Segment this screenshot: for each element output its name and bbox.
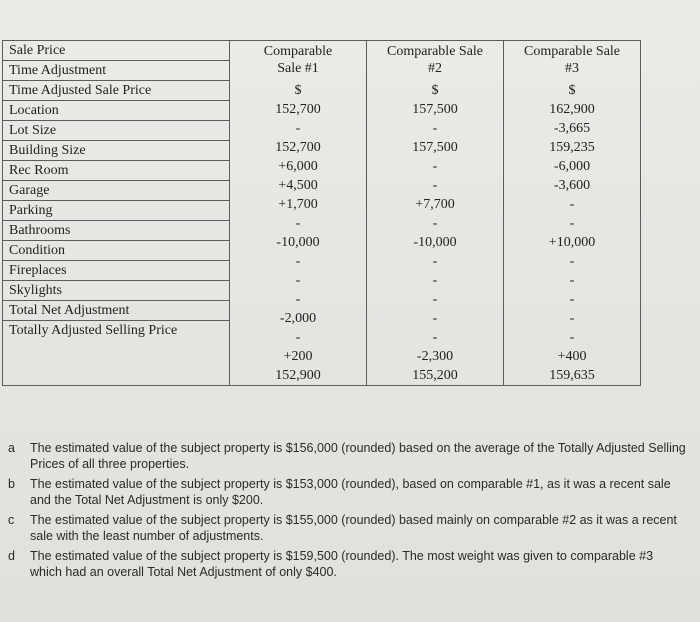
cell-value: 157,500: [412, 140, 458, 155]
cell-value: +1,700: [278, 197, 318, 212]
cell-value: -2,000: [279, 311, 317, 326]
row-label: Lot Size: [3, 121, 229, 141]
row-label: Totally Adjusted Selling Price: [9, 323, 178, 338]
option-text: The estimated value of the subject property is $153,000 (rounded), based on comparable #1, as it was a recent sale and the Total Net Adjustment is only $200.: [30, 477, 671, 507]
row-label: Sale Price: [3, 41, 229, 61]
cell-value: -6,000: [553, 159, 591, 174]
option-letter: a: [8, 441, 15, 455]
cell-value: +400: [557, 349, 587, 364]
cell-value: -: [432, 330, 438, 345]
cell-value: -10,000: [413, 235, 457, 250]
cell-value: -: [569, 311, 575, 326]
cell-value: 152,700: [275, 102, 321, 117]
option-letter: b: [8, 477, 15, 491]
answer-option-a[interactable]: [8, 440, 688, 472]
row-label: Condition: [3, 241, 229, 261]
answer-options: [8, 440, 688, 584]
answer-option-d[interactable]: [8, 548, 688, 580]
option-text: The estimated value of the subject property is $159,500 (rounded). The most weight was given to comparable #3 which had an overall Total Net Adjustment of only $400.: [30, 549, 654, 579]
row-label: Rec Room: [3, 161, 229, 181]
cell-value: 152,700: [275, 140, 321, 155]
option-text: The estimated value of the subject property is $155,000 (rounded) based mainly on comparable #2 as it was a recent sale with the least number of adjustments.: [30, 513, 677, 543]
option-letter: d: [8, 549, 15, 563]
cell-value: +7,700: [415, 197, 455, 212]
cell-value: -: [432, 292, 438, 307]
cell-value: -: [295, 254, 301, 269]
cell-value: -: [432, 273, 438, 288]
cell-value: -: [432, 178, 438, 193]
option-letter: c: [8, 513, 15, 527]
cell-value: +6,000: [278, 159, 318, 174]
cell-value: -: [569, 254, 575, 269]
row-label: Parking: [3, 201, 229, 221]
option-text: The estimated value of the subject property is $156,000 (rounded) based on the average of the Totally Adjusted Selling Prices of all three properties.: [30, 441, 686, 471]
currency-symbol: $: [431, 83, 439, 98]
cell-value: 152,900: [275, 368, 321, 383]
cell-value: -: [569, 273, 575, 288]
cell-value: +200: [283, 349, 313, 364]
cell-value: -: [432, 311, 438, 326]
column-header: Comparable Sale #3: [523, 44, 621, 76]
row-labels-column: [3, 41, 230, 386]
row-label: Building Size: [3, 141, 229, 161]
cell-value: +10,000: [548, 235, 596, 250]
row-label: Fireplaces: [3, 261, 229, 281]
cell-value: 155,200: [412, 368, 458, 383]
comparable-2-column: [367, 41, 504, 386]
comparable-1-column: [230, 41, 367, 386]
cell-value: -: [432, 121, 438, 136]
column-header: Comparable Sale #2: [386, 44, 484, 76]
row-label: Time Adjusted Sale Price: [3, 81, 229, 101]
cell-value: -: [295, 273, 301, 288]
cell-value: -: [295, 330, 301, 345]
row-label: Location: [3, 101, 229, 121]
answer-option-b[interactable]: [8, 476, 688, 508]
column-header: Comparable Sale #1: [263, 44, 333, 76]
cell-value: -3,665: [553, 121, 591, 136]
cell-value: -3,600: [553, 178, 591, 193]
row-label: Bathrooms: [3, 221, 229, 241]
cell-value: 159,235: [549, 140, 595, 155]
cell-value: -10,000: [276, 235, 320, 250]
cell-value: -: [569, 197, 575, 212]
cell-value: -: [569, 216, 575, 231]
cell-value: -: [569, 330, 575, 345]
comparable-3-column: [504, 41, 641, 386]
row-label: Time Adjustment: [3, 61, 229, 81]
currency-symbol: $: [294, 83, 302, 98]
comparables-table: [2, 40, 641, 386]
cell-value: -: [432, 254, 438, 269]
cell-value: 159,635: [549, 368, 595, 383]
row-label: Total Net Adjustment: [3, 301, 229, 321]
cell-value: +4,500: [278, 178, 318, 193]
cell-value: -: [295, 292, 301, 307]
cell-value: 157,500: [412, 102, 458, 117]
cell-value: -: [569, 292, 575, 307]
cell-value: 162,900: [549, 102, 595, 117]
cell-value: -: [432, 216, 438, 231]
table-row: [3, 41, 641, 386]
answer-option-c[interactable]: [8, 512, 688, 544]
cell-value: -2,300: [416, 349, 454, 364]
row-label: Garage: [3, 181, 229, 201]
row-label: Skylights: [3, 281, 229, 301]
cell-value: -: [295, 121, 301, 136]
cell-value: -: [295, 216, 301, 231]
cell-value: -: [432, 159, 438, 174]
currency-symbol: $: [568, 83, 576, 98]
